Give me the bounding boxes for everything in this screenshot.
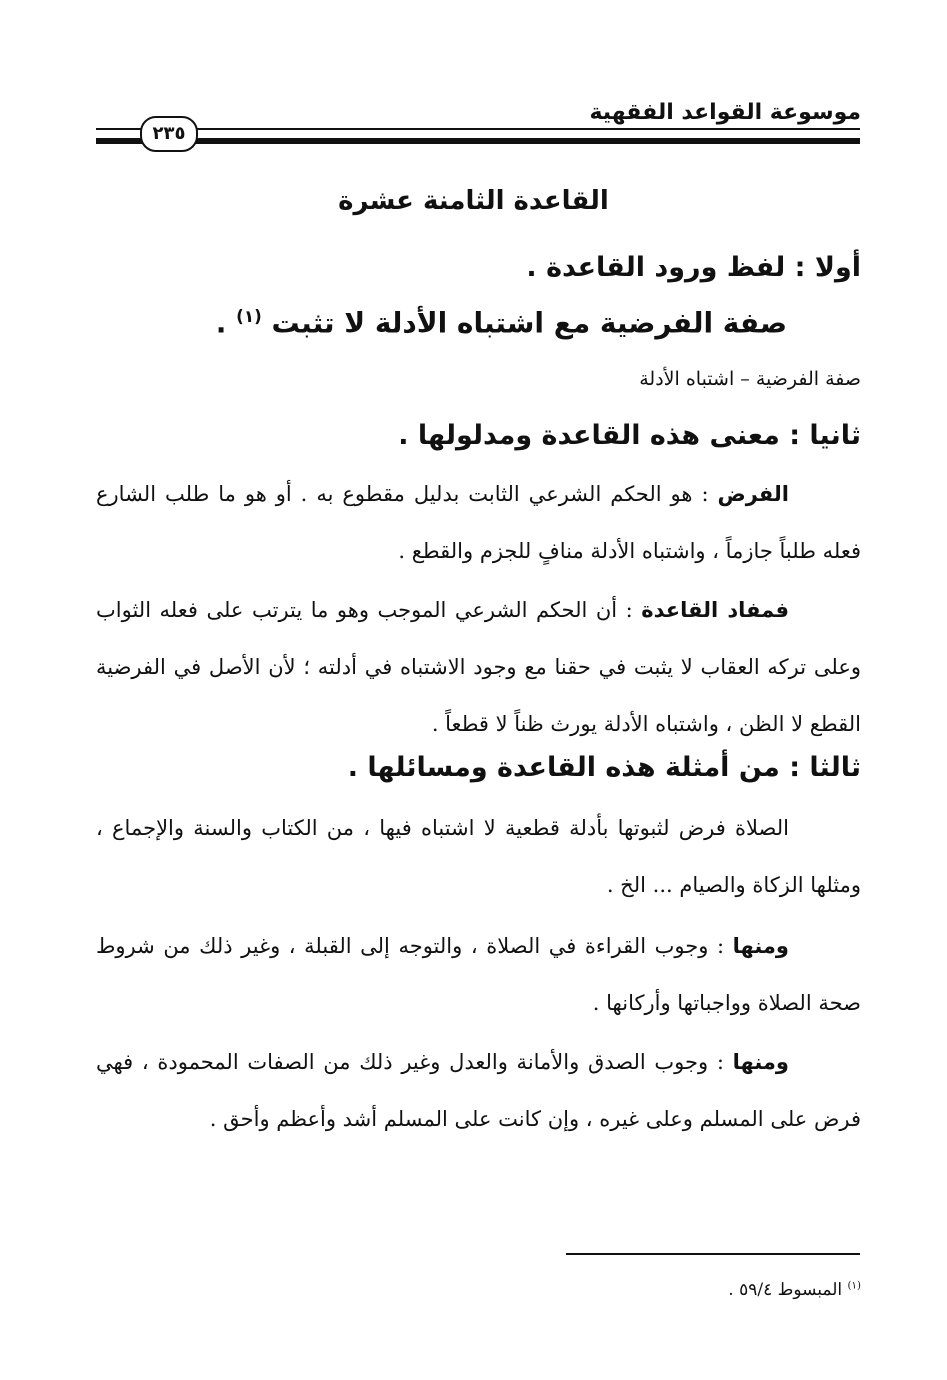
header-rule-thick [96,138,860,144]
footnote-ref[interactable]: (١) [236,306,262,326]
meaning-paragraph [96,582,861,753]
meaning-text: : أن الحكم الشرعي الموجب وهو ما يترتب على فعله الثواب وعلى تركه العقاب لا يثبت في حقنا مع وجود الاشتباه في أدلته ؛ لأن الأصل في الفرضية القطع لا الظن ، واشتباه الأدلة يورث ظناً لا قطعاً . [96,598,861,736]
page-number: ٢٣٥ [140,116,198,152]
footnote-rule [566,1253,860,1255]
example-paragraph-3 [96,1034,861,1148]
section2-heading: ثانيا : معنى هذه القاعدة ومدلولها . [398,420,861,451]
rule-text-body: صفة الفرضية مع اشتباه الأدلة لا تثبت [271,306,787,340]
section3-heading: ثالثا : من أمثلة هذه القاعدة ومسائلها . [347,752,861,783]
footnote-text: المبسوط ٥٩/٤ . [728,1280,848,1300]
rule-text [216,306,787,339]
definition-paragraph [96,466,861,580]
meaning-lead: فمفاد القاعدة [641,598,789,622]
section1-heading: أولا : لفظ ورود القاعدة . [526,252,861,283]
header-rule-thin [96,128,860,130]
example-3-lead: ومنها [732,1050,789,1074]
definition-lead: الفرض [717,482,789,506]
definition-text: : هو الحكم الشرعي الثابت بدليل مقطوع به . أو هو ما طلب الشارع فعله طلباً جازماً ، واشتباه الأدلة منافٍ للجزم والقطع . [96,482,861,563]
example-2-text: : وجوب القراءة في الصلاة ، والتوجه إلى القبلة ، وغير ذلك من شروط صحة الصلاة وواجباتها وأركانها . [96,934,861,1015]
rule-text-end: . [215,306,227,340]
footnote-marker: (١) [847,1280,861,1292]
running-title: موسوعة القواعد الفقهية [589,100,861,125]
keywords: صفة الفرضية – اشتباه الأدلة [639,368,861,390]
chapter-title: القاعدة الثامنة عشرة [338,186,609,216]
example-paragraph-1 [96,800,861,914]
example-paragraph-2 [96,918,861,1032]
footnote [728,1280,861,1300]
example-3-text: : وجوب الصدق والأمانة والعدل وغير ذلك من الصفات المحمودة ، فهي فرض على المسلم وعلى غيره ، وإن كانت على المسلم أشد وأعظم وأحق . [96,1050,861,1131]
example-2-lead: ومنها [732,934,789,958]
example-1-text: الصلاة فرض لثبوتها بأدلة قطعية لا اشتباه فيها ، من الكتاب والسنة والإجماع ، ومثلها الزكاة والصيام ... الخ . [96,816,861,897]
